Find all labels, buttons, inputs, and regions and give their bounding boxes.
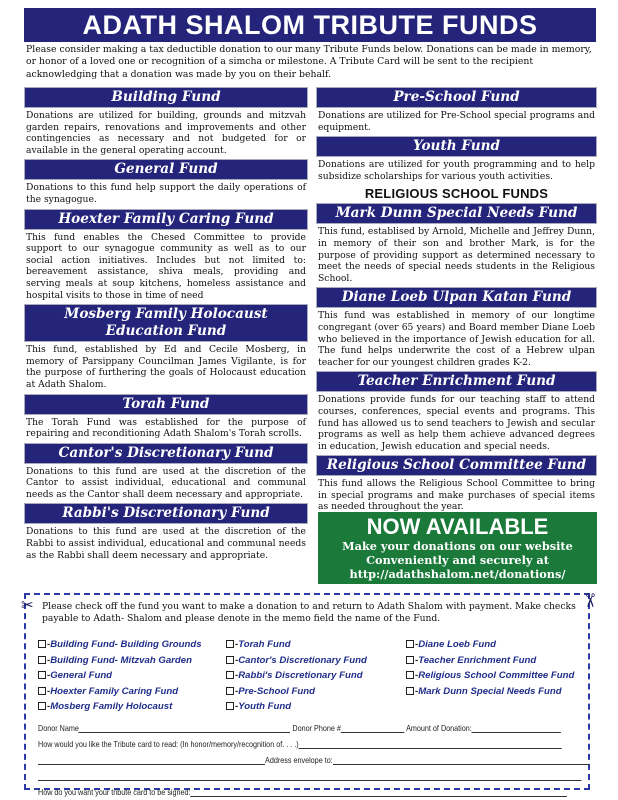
fund-title: Diane Loeb Ulpan Katan Fund xyxy=(316,287,597,308)
checkbox[interactable] xyxy=(38,671,46,679)
checkbox-label: Building Fund- Building Grounds xyxy=(50,639,202,650)
now-available-line: Make your donations on our website xyxy=(342,539,573,553)
checkbox-option[interactable]: -General Fund xyxy=(38,668,202,684)
address-field[interactable] xyxy=(333,757,589,765)
donation-url-link[interactable]: http://adathshalom.net/donations/ xyxy=(349,567,566,581)
checkbox-column xyxy=(38,637,202,715)
amount-field[interactable] xyxy=(472,725,561,733)
fund-cantor xyxy=(24,443,308,504)
fund-teacher-enrichment xyxy=(316,371,597,455)
card-read-field[interactable] xyxy=(299,741,562,749)
checkbox-option[interactable]: -Youth Fund xyxy=(226,699,367,715)
fund-religious-committee xyxy=(316,455,597,516)
checkbox-label: Mosberg Family Holocaust xyxy=(50,701,173,713)
checkbox-column xyxy=(226,637,367,715)
fund-description: Donations are utilized for Pre-School special programs and equipment. xyxy=(318,110,595,133)
checkbox[interactable] xyxy=(38,702,46,710)
checkbox[interactable] xyxy=(406,656,414,664)
checkbox[interactable] xyxy=(226,671,234,679)
checkbox-option[interactable]: -Building Fund- Mitzvah Garden xyxy=(38,653,202,669)
checkbox-option[interactable]: -Rabbi's Discretionary Fund xyxy=(226,668,367,684)
checkbox-label: Torah Fund xyxy=(238,639,291,650)
page-title: ADATH SHALOM TRIBUTE FUNDS xyxy=(24,8,596,42)
fund-title: Pre-School Fund xyxy=(316,87,597,108)
checkbox-label: Hoexter Family Caring Fund xyxy=(50,685,179,697)
card-read-label: How would you like the Tribute card to read: (In honor/memory/recognition of. . . .) xyxy=(38,739,299,749)
checkbox[interactable] xyxy=(406,671,414,679)
checkbox[interactable] xyxy=(406,640,414,648)
checkbox-option[interactable]: -Torah Fund xyxy=(226,637,367,653)
fund-torah xyxy=(24,394,308,443)
fund-general xyxy=(24,159,308,208)
checkbox-option[interactable]: -Mosberg Family Holocaust xyxy=(38,699,202,715)
fund-building xyxy=(24,87,308,159)
fund-title: Cantor's Discretionary Fund xyxy=(24,443,308,464)
signed-field[interactable] xyxy=(191,789,568,797)
checkbox[interactable] xyxy=(226,640,234,648)
checkbox-option[interactable]: -Teacher Enrichment Fund xyxy=(406,653,574,669)
fund-title: Mosberg Family Holocaust Education Fund xyxy=(24,304,308,342)
address-row xyxy=(38,755,589,765)
checkbox[interactable] xyxy=(226,702,234,710)
address-label: Address envelope to: xyxy=(265,755,333,765)
fund-hoexter xyxy=(24,209,308,305)
address-field-continued[interactable] xyxy=(38,773,582,781)
signed-row xyxy=(38,787,567,797)
scissors-icon: ✂ xyxy=(578,592,601,609)
donor-phone-field[interactable] xyxy=(341,725,405,733)
fund-title: Rabbi's Discretionary Fund xyxy=(24,503,308,524)
scissors-icon: ✂ xyxy=(21,596,34,614)
fund-description: Donations to this fund are used at the discretion of the Rabbi to assist individual, educational and communal needs as the Rabbi shall deem necessary and appropriate. xyxy=(26,526,306,561)
religious-school-heading: RELIGIOUS SCHOOL FUNDS xyxy=(364,186,549,202)
fund-description: Donations are utilized for youth programming and to help subsidize scholarships for various youth activities. xyxy=(318,159,595,182)
fund-title: Religious School Committee Fund xyxy=(316,455,597,476)
fund-title: General Fund xyxy=(24,159,308,180)
card-read-field-continued[interactable] xyxy=(38,757,265,765)
fund-description: Donations to this fund are used at the discretion of the Cantor to assist individual, educational and communal needs as the Cantor shall deem necessary and appropriate. xyxy=(26,465,306,500)
now-available-title: NOW AVAILABLE xyxy=(366,514,549,539)
checkbox-label: Religious School Committee Fund xyxy=(418,670,575,682)
fund-mosberg xyxy=(24,304,308,393)
checkbox-option[interactable]: -Diane Loeb Fund xyxy=(406,637,574,653)
amount-label: Amount of Donation: xyxy=(406,723,472,733)
checkbox-option[interactable]: -Religious School Committee Fund xyxy=(406,668,574,684)
donor-name-field[interactable] xyxy=(79,725,291,733)
donation-form xyxy=(21,592,601,797)
right-column xyxy=(316,87,597,516)
donor-info-row xyxy=(38,723,585,733)
checkbox-column xyxy=(406,637,574,699)
checkbox-label: Youth Fund xyxy=(238,701,292,713)
card-read-row xyxy=(38,739,562,749)
checkbox-option[interactable]: -Building Fund- Building Grounds xyxy=(38,637,202,653)
checkbox[interactable] xyxy=(38,656,46,664)
checkbox-label: Building Fund- Mitzvah Garden xyxy=(50,654,192,666)
donor-phone-label: Donor Phone # xyxy=(292,723,341,733)
now-available-line: Conveniently and securely at xyxy=(366,553,549,567)
checkbox-label: Teacher Enrichment Fund xyxy=(418,654,537,666)
fund-title: Torah Fund xyxy=(24,394,308,415)
fund-description: The Torah Fund was established for the purpose of repairing and reconditioning Adath Shalom's Torah scrolls. xyxy=(26,416,306,440)
checkbox-option[interactable]: -Cantor's Discretionary Fund xyxy=(226,653,367,669)
fund-rabbi xyxy=(24,503,308,564)
checkbox-label: Mark Dunn Special Needs Fund xyxy=(418,685,562,697)
fund-mark-dunn xyxy=(316,203,597,287)
fund-title: Building Fund xyxy=(24,87,308,108)
checkbox-option[interactable]: -Mark Dunn Special Needs Fund xyxy=(406,684,574,700)
fund-description: This fund, established by Ed and Cecile Mosberg, in memory of Parsippany Councilman James Vigilante, is for the purpose of furthering the goals of Holocaust education at Adath Shalom. xyxy=(26,344,306,390)
fund-title: Hoexter Family Caring Fund xyxy=(24,209,308,230)
checkbox-label: Rabbi's Discretionary Fund xyxy=(238,670,363,682)
fund-diane-loeb xyxy=(316,287,597,371)
fund-description: This fund allows the Religious School Committee to bring in special programs and make purchases of special items as needed throughout the year. xyxy=(318,478,595,513)
fund-title: Teacher Enrichment Fund xyxy=(316,371,597,392)
donor-name-label: Donor Name xyxy=(38,723,79,733)
fund-title: Mark Dunn Special Needs Fund xyxy=(316,203,597,224)
fund-description: This fund, establised by Arnold, Michelle and Jeffrey Dunn, in memory of their son and brother Mark, is for the purpose of providing support as determined necessary to meet the needs of special needs students in the Religious School. xyxy=(318,226,595,284)
checkbox[interactable] xyxy=(406,687,414,695)
fund-youth xyxy=(316,136,597,185)
fund-description: Donations are utilized for building, grounds and mitzvah garden repairs, renovations and improvements and other contingencies as necessary and not budgeted for or available in the general operating account. xyxy=(26,110,306,156)
intro-text: Please consider making a tax deductible donation to our many Tribute Funds below. Donations can be made in memory, or honor of a loved one or recognition of a simcha or milestone. A Tribute Card will be sent to the recipient acknowledging that a donation was made by you on their behalf. xyxy=(26,44,592,80)
checkbox[interactable] xyxy=(226,656,234,664)
checkbox[interactable] xyxy=(226,687,234,695)
fund-description: This fund enables the Chesed Committee to provide support to our synagogue community as well as to our social action initiatives. Includes but not limited to: bereavement assistance, shiva meals, providing and serving meals at soup kitchens, homeless assistance and hospital visits to those in time of need xyxy=(26,231,306,301)
checkbox[interactable] xyxy=(38,640,46,648)
checkbox-label: Cantor's Discretionary Fund xyxy=(238,654,367,666)
fund-preschool xyxy=(316,87,597,136)
checkbox-label: General Fund xyxy=(50,670,113,682)
left-column xyxy=(24,87,308,564)
checkbox-label: Diane Loeb Fund xyxy=(418,639,497,650)
checkbox-option[interactable]: -Hoexter Family Caring Fund xyxy=(38,684,202,700)
checkbox-label: Pre-School Fund xyxy=(238,685,315,697)
fund-description: Donations provide funds for our teaching staff to attend courses, conferences, special events and programs. This fund has allowed us to send teachers to Jewish and secular programs as well as help them achieve advanced degrees in education, Jewish education and special needs. xyxy=(318,394,595,452)
fund-description: This fund was established in memory of our longtime congregant (over 65 years) and Board member Diane Loeb who believed in the importance of Jewish education for all. The fund helps underwrite the cost of a Hebrew ulpan teacher for our youngest children grades K-2. xyxy=(318,310,595,368)
checkbox-option[interactable]: -Pre-School Fund xyxy=(226,684,367,700)
fund-description: Donations to this fund help support the daily operations of the synagogue. xyxy=(26,182,306,205)
checkbox[interactable] xyxy=(38,687,46,695)
form-instructions: Please check off the fund you want to make a donation to and return to Adath Shalom with payment. Make checks payable to Adath- Shalom and please denote in the memo field the name of the Fund. xyxy=(42,601,576,624)
address-row-2 xyxy=(38,771,582,781)
signed-label: How do you want your tribute card to be signed: xyxy=(38,787,191,797)
now-available-banner xyxy=(318,512,597,584)
fund-title: Youth Fund xyxy=(316,136,597,157)
